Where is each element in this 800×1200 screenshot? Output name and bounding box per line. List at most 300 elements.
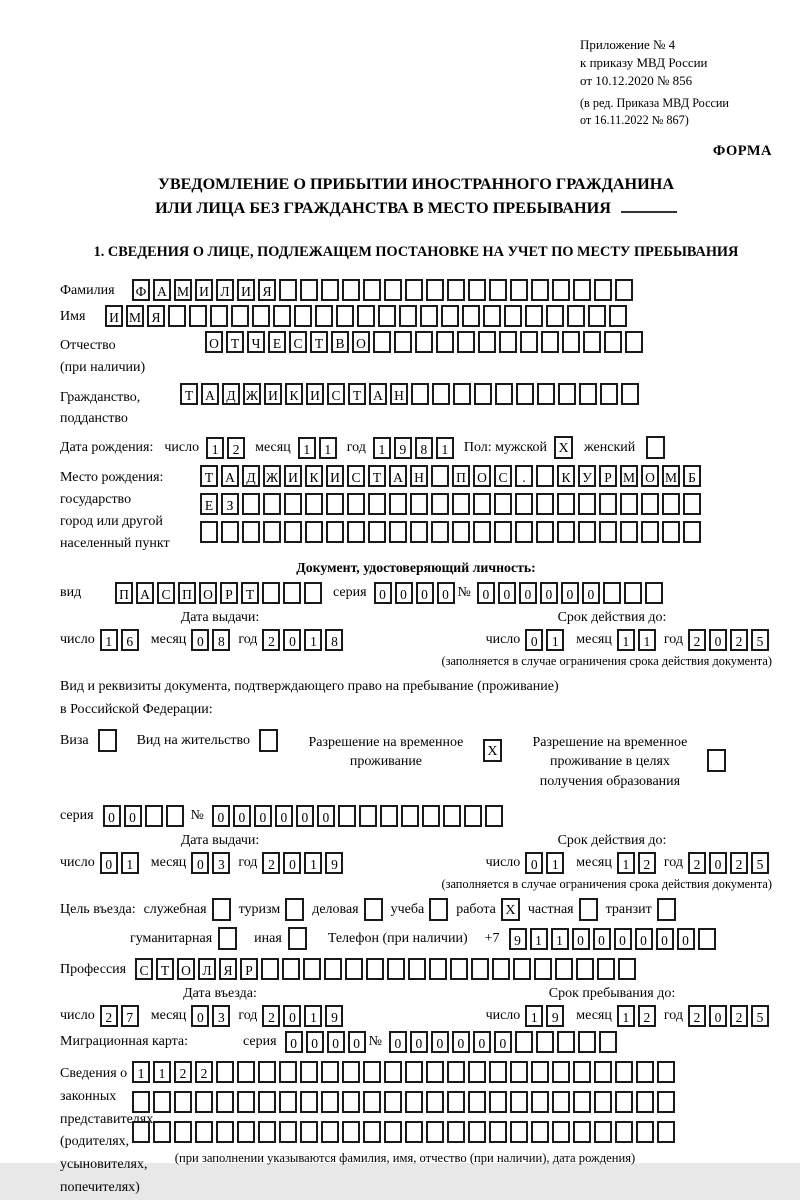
- char-cell[interactable]: 0: [283, 629, 301, 651]
- char-cell[interactable]: [347, 521, 365, 543]
- char-cell[interactable]: У: [578, 465, 596, 487]
- char-cell[interactable]: [510, 1091, 528, 1113]
- char-cell[interactable]: А: [221, 465, 239, 487]
- purpose-tourism-checkbox[interactable]: [285, 898, 304, 921]
- char-cell[interactable]: 1: [638, 629, 656, 651]
- char-cell[interactable]: [513, 958, 531, 980]
- char-cell[interactable]: [200, 521, 218, 543]
- char-cell[interactable]: [621, 383, 639, 405]
- char-cell[interactable]: [436, 331, 454, 353]
- char-cell[interactable]: 0: [306, 1031, 324, 1053]
- char-cell[interactable]: 0: [103, 805, 121, 827]
- char-cell[interactable]: [338, 805, 356, 827]
- char-cell[interactable]: 1: [373, 437, 391, 459]
- char-cell[interactable]: [363, 1091, 381, 1113]
- purpose-transit-checkbox[interactable]: [657, 898, 676, 921]
- char-cell[interactable]: Т: [226, 331, 244, 353]
- char-cell[interactable]: [410, 521, 428, 543]
- char-cell[interactable]: 3: [212, 1005, 230, 1027]
- char-cell[interactable]: 8: [212, 629, 230, 651]
- char-cell[interactable]: 0: [452, 1031, 470, 1053]
- char-cell[interactable]: [515, 493, 533, 515]
- char-cell[interactable]: [300, 1121, 318, 1143]
- char-cell[interactable]: 0: [498, 582, 516, 604]
- char-cell[interactable]: [384, 1061, 402, 1083]
- char-cell[interactable]: О: [205, 331, 223, 353]
- residence-permit-checkbox[interactable]: [259, 729, 278, 752]
- gender-male-checkbox[interactable]: X: [554, 436, 573, 459]
- char-cell[interactable]: [536, 493, 554, 515]
- char-cell[interactable]: П: [178, 582, 196, 604]
- char-cell[interactable]: [324, 958, 342, 980]
- char-cell[interactable]: [468, 1121, 486, 1143]
- char-cell[interactable]: 0: [254, 805, 272, 827]
- char-cell[interactable]: [384, 1091, 402, 1113]
- char-cell[interactable]: [368, 521, 386, 543]
- char-cell[interactable]: И: [306, 383, 324, 405]
- char-cell[interactable]: [431, 465, 449, 487]
- char-cell[interactable]: П: [115, 582, 133, 604]
- char-cell[interactable]: [531, 279, 549, 301]
- char-cell[interactable]: [603, 582, 621, 604]
- char-cell[interactable]: [237, 1061, 255, 1083]
- char-cell[interactable]: И: [237, 279, 255, 301]
- char-cell[interactable]: [300, 1061, 318, 1083]
- char-cell[interactable]: 5: [751, 629, 769, 651]
- char-cell[interactable]: [342, 279, 360, 301]
- char-cell[interactable]: 0: [473, 1031, 491, 1053]
- char-cell[interactable]: [558, 383, 576, 405]
- char-cell[interactable]: 0: [494, 1031, 512, 1053]
- char-cell[interactable]: Ч: [247, 331, 265, 353]
- char-cell[interactable]: 0: [233, 805, 251, 827]
- char-cell[interactable]: [615, 279, 633, 301]
- char-cell[interactable]: 1: [100, 629, 118, 651]
- char-cell[interactable]: Н: [390, 383, 408, 405]
- char-cell[interactable]: 0: [709, 629, 727, 651]
- char-cell[interactable]: [145, 805, 163, 827]
- char-cell[interactable]: [552, 279, 570, 301]
- char-cell[interactable]: 0: [635, 928, 653, 950]
- char-cell[interactable]: [536, 1031, 554, 1053]
- char-cell[interactable]: 1: [551, 928, 569, 950]
- char-cell[interactable]: [557, 493, 575, 515]
- char-cell[interactable]: Ж: [243, 383, 261, 405]
- char-cell[interactable]: [645, 582, 663, 604]
- char-cell[interactable]: [447, 1091, 465, 1113]
- char-cell[interactable]: 0: [410, 1031, 428, 1053]
- char-cell[interactable]: [471, 958, 489, 980]
- char-cell[interactable]: 0: [540, 582, 558, 604]
- char-cell[interactable]: Т: [310, 331, 328, 353]
- char-cell[interactable]: [189, 305, 207, 327]
- char-cell[interactable]: [279, 1061, 297, 1083]
- char-cell[interactable]: 0: [525, 852, 543, 874]
- char-cell[interactable]: [168, 305, 186, 327]
- char-cell[interactable]: [429, 958, 447, 980]
- char-cell[interactable]: [405, 279, 423, 301]
- char-cell[interactable]: [531, 1061, 549, 1083]
- char-cell[interactable]: [453, 383, 471, 405]
- char-cell[interactable]: [252, 305, 270, 327]
- char-cell[interactable]: [405, 1091, 423, 1113]
- char-cell[interactable]: [641, 493, 659, 515]
- char-cell[interactable]: [237, 1091, 255, 1113]
- char-cell[interactable]: [279, 1091, 297, 1113]
- char-cell[interactable]: Т: [348, 383, 366, 405]
- char-cell[interactable]: 0: [572, 928, 590, 950]
- char-cell[interactable]: [431, 493, 449, 515]
- char-cell[interactable]: [342, 1091, 360, 1113]
- char-cell[interactable]: [283, 582, 301, 604]
- char-cell[interactable]: [552, 1061, 570, 1083]
- char-cell[interactable]: [620, 493, 638, 515]
- char-cell[interactable]: [594, 1121, 612, 1143]
- char-cell[interactable]: [336, 305, 354, 327]
- char-cell[interactable]: [562, 331, 580, 353]
- char-cell[interactable]: [216, 1121, 234, 1143]
- char-cell[interactable]: 8: [325, 629, 343, 651]
- char-cell[interactable]: [636, 1091, 654, 1113]
- char-cell[interactable]: 8: [415, 437, 433, 459]
- char-cell[interactable]: [363, 1061, 381, 1083]
- char-cell[interactable]: [305, 521, 323, 543]
- char-cell[interactable]: В: [331, 331, 349, 353]
- char-cell[interactable]: [408, 958, 426, 980]
- char-cell[interactable]: [231, 305, 249, 327]
- char-cell[interactable]: [573, 1061, 591, 1083]
- char-cell[interactable]: [401, 805, 419, 827]
- char-cell[interactable]: [573, 1121, 591, 1143]
- char-cell[interactable]: 2: [688, 629, 706, 651]
- char-cell[interactable]: [494, 493, 512, 515]
- char-cell[interactable]: [447, 279, 465, 301]
- char-cell[interactable]: 0: [614, 928, 632, 950]
- char-cell[interactable]: 7: [121, 1005, 139, 1027]
- char-cell[interactable]: [594, 279, 612, 301]
- char-cell[interactable]: [342, 1121, 360, 1143]
- char-cell[interactable]: [342, 1061, 360, 1083]
- char-cell[interactable]: [594, 1061, 612, 1083]
- char-cell[interactable]: 9: [509, 928, 527, 950]
- char-cell[interactable]: 1: [530, 928, 548, 950]
- char-cell[interactable]: [373, 331, 391, 353]
- char-cell[interactable]: [441, 305, 459, 327]
- char-cell[interactable]: [279, 279, 297, 301]
- char-cell[interactable]: Л: [216, 279, 234, 301]
- char-cell[interactable]: С: [327, 383, 345, 405]
- char-cell[interactable]: [536, 465, 554, 487]
- char-cell[interactable]: [468, 1091, 486, 1113]
- char-cell[interactable]: [657, 1091, 675, 1113]
- char-cell[interactable]: [604, 331, 622, 353]
- char-cell[interactable]: [510, 1061, 528, 1083]
- char-cell[interactable]: [599, 521, 617, 543]
- char-cell[interactable]: [132, 1121, 150, 1143]
- char-cell[interactable]: Т: [200, 465, 218, 487]
- char-cell[interactable]: А: [369, 383, 387, 405]
- char-cell[interactable]: 9: [546, 1005, 564, 1027]
- char-cell[interactable]: О: [177, 958, 195, 980]
- char-cell[interactable]: 2: [730, 629, 748, 651]
- char-cell[interactable]: [615, 1091, 633, 1113]
- char-cell[interactable]: 0: [191, 629, 209, 651]
- char-cell[interactable]: [195, 1091, 213, 1113]
- char-cell[interactable]: О: [352, 331, 370, 353]
- char-cell[interactable]: 2: [195, 1061, 213, 1083]
- char-cell[interactable]: 1: [298, 437, 316, 459]
- char-cell[interactable]: 3: [212, 852, 230, 874]
- char-cell[interactable]: [534, 958, 552, 980]
- char-cell[interactable]: [426, 279, 444, 301]
- char-cell[interactable]: [300, 279, 318, 301]
- char-cell[interactable]: [447, 1061, 465, 1083]
- char-cell[interactable]: [597, 958, 615, 980]
- char-cell[interactable]: 0: [582, 582, 600, 604]
- char-cell[interactable]: С: [289, 331, 307, 353]
- char-cell[interactable]: [321, 1061, 339, 1083]
- char-cell[interactable]: [405, 1061, 423, 1083]
- char-cell[interactable]: [263, 493, 281, 515]
- char-cell[interactable]: Т: [241, 582, 259, 604]
- char-cell[interactable]: А: [389, 465, 407, 487]
- char-cell[interactable]: [588, 305, 606, 327]
- char-cell[interactable]: 2: [227, 437, 245, 459]
- char-cell[interactable]: Р: [220, 582, 238, 604]
- char-cell[interactable]: [615, 1061, 633, 1083]
- char-cell[interactable]: 0: [593, 928, 611, 950]
- char-cell[interactable]: [485, 805, 503, 827]
- char-cell[interactable]: [432, 383, 450, 405]
- char-cell[interactable]: А: [153, 279, 171, 301]
- char-cell[interactable]: [284, 521, 302, 543]
- char-cell[interactable]: [399, 305, 417, 327]
- char-cell[interactable]: [609, 305, 627, 327]
- char-cell[interactable]: [263, 521, 281, 543]
- char-cell[interactable]: [636, 1121, 654, 1143]
- char-cell[interactable]: [174, 1121, 192, 1143]
- char-cell[interactable]: [567, 305, 585, 327]
- char-cell[interactable]: [166, 805, 184, 827]
- char-cell[interactable]: Е: [200, 493, 218, 515]
- char-cell[interactable]: [578, 493, 596, 515]
- char-cell[interactable]: [531, 1121, 549, 1143]
- char-cell[interactable]: [305, 493, 323, 515]
- char-cell[interactable]: [326, 521, 344, 543]
- char-cell[interactable]: [258, 1091, 276, 1113]
- char-cell[interactable]: [237, 1121, 255, 1143]
- char-cell[interactable]: [510, 1121, 528, 1143]
- char-cell[interactable]: Ж: [263, 465, 281, 487]
- char-cell[interactable]: 1: [121, 852, 139, 874]
- char-cell[interactable]: 0: [389, 1031, 407, 1053]
- char-cell[interactable]: 1: [617, 1005, 635, 1027]
- char-cell[interactable]: 0: [374, 582, 392, 604]
- char-cell[interactable]: 1: [304, 1005, 322, 1027]
- char-cell[interactable]: 1: [617, 852, 635, 874]
- char-cell[interactable]: [303, 958, 321, 980]
- char-cell[interactable]: [618, 958, 636, 980]
- char-cell[interactable]: [258, 1061, 276, 1083]
- char-cell[interactable]: И: [264, 383, 282, 405]
- char-cell[interactable]: [321, 1121, 339, 1143]
- char-cell[interactable]: 1: [546, 629, 564, 651]
- char-cell[interactable]: С: [157, 582, 175, 604]
- char-cell[interactable]: [552, 1121, 570, 1143]
- char-cell[interactable]: [294, 305, 312, 327]
- char-cell[interactable]: [495, 383, 513, 405]
- char-cell[interactable]: [579, 383, 597, 405]
- char-cell[interactable]: К: [285, 383, 303, 405]
- char-cell[interactable]: 0: [285, 1031, 303, 1053]
- char-cell[interactable]: И: [105, 305, 123, 327]
- char-cell[interactable]: 0: [100, 852, 118, 874]
- char-cell[interactable]: [578, 1031, 596, 1053]
- char-cell[interactable]: Т: [368, 465, 386, 487]
- char-cell[interactable]: С: [494, 465, 512, 487]
- char-cell[interactable]: 0: [709, 852, 727, 874]
- char-cell[interactable]: Л: [198, 958, 216, 980]
- char-cell[interactable]: 0: [283, 1005, 301, 1027]
- char-cell[interactable]: [473, 521, 491, 543]
- char-cell[interactable]: [321, 1091, 339, 1113]
- char-cell[interactable]: [624, 582, 642, 604]
- char-cell[interactable]: [359, 805, 377, 827]
- char-cell[interactable]: [525, 305, 543, 327]
- char-cell[interactable]: [378, 305, 396, 327]
- purpose-work-checkbox[interactable]: X: [501, 898, 520, 921]
- char-cell[interactable]: 9: [325, 1005, 343, 1027]
- char-cell[interactable]: [494, 521, 512, 543]
- purpose-business-checkbox[interactable]: [212, 898, 231, 921]
- char-cell[interactable]: 0: [275, 805, 293, 827]
- char-cell[interactable]: 1: [153, 1061, 171, 1083]
- char-cell[interactable]: [242, 521, 260, 543]
- char-cell[interactable]: [657, 1121, 675, 1143]
- char-cell[interactable]: Я: [147, 305, 165, 327]
- char-cell[interactable]: 2: [262, 629, 280, 651]
- char-cell[interactable]: [573, 279, 591, 301]
- char-cell[interactable]: [492, 958, 510, 980]
- char-cell[interactable]: [620, 521, 638, 543]
- char-cell[interactable]: 0: [477, 582, 495, 604]
- char-cell[interactable]: 0: [677, 928, 695, 950]
- purpose-study-checkbox[interactable]: [429, 898, 448, 921]
- char-cell[interactable]: М: [126, 305, 144, 327]
- char-cell[interactable]: Д: [222, 383, 240, 405]
- char-cell[interactable]: [262, 582, 280, 604]
- char-cell[interactable]: [583, 331, 601, 353]
- char-cell[interactable]: Т: [156, 958, 174, 980]
- char-cell[interactable]: [452, 521, 470, 543]
- char-cell[interactable]: [261, 958, 279, 980]
- char-cell[interactable]: К: [305, 465, 323, 487]
- char-cell[interactable]: [216, 1061, 234, 1083]
- char-cell[interactable]: [174, 1091, 192, 1113]
- char-cell[interactable]: 0: [519, 582, 537, 604]
- char-cell[interactable]: [443, 805, 461, 827]
- char-cell[interactable]: [410, 493, 428, 515]
- char-cell[interactable]: [557, 1031, 575, 1053]
- char-cell[interactable]: 1: [319, 437, 337, 459]
- char-cell[interactable]: 0: [212, 805, 230, 827]
- char-cell[interactable]: 0: [561, 582, 579, 604]
- char-cell[interactable]: [216, 1091, 234, 1113]
- char-cell[interactable]: 2: [262, 852, 280, 874]
- char-cell[interactable]: [258, 1121, 276, 1143]
- char-cell[interactable]: [415, 331, 433, 353]
- char-cell[interactable]: [426, 1061, 444, 1083]
- char-cell[interactable]: М: [620, 465, 638, 487]
- char-cell[interactable]: [489, 1091, 507, 1113]
- char-cell[interactable]: [552, 1091, 570, 1113]
- char-cell[interactable]: С: [347, 465, 365, 487]
- char-cell[interactable]: М: [174, 279, 192, 301]
- char-cell[interactable]: 0: [317, 805, 335, 827]
- char-cell[interactable]: 2: [688, 1005, 706, 1027]
- char-cell[interactable]: [499, 331, 517, 353]
- char-cell[interactable]: Р: [240, 958, 258, 980]
- temp-residence-edu-checkbox[interactable]: [707, 749, 726, 772]
- char-cell[interactable]: 0: [437, 582, 455, 604]
- char-cell[interactable]: [326, 493, 344, 515]
- char-cell[interactable]: 0: [191, 1005, 209, 1027]
- char-cell[interactable]: Я: [258, 279, 276, 301]
- char-cell[interactable]: [504, 305, 522, 327]
- char-cell[interactable]: 2: [638, 1005, 656, 1027]
- char-cell[interactable]: 2: [688, 852, 706, 874]
- char-cell[interactable]: 1: [617, 629, 635, 651]
- char-cell[interactable]: [662, 493, 680, 515]
- char-cell[interactable]: [515, 521, 533, 543]
- char-cell[interactable]: [195, 1121, 213, 1143]
- char-cell[interactable]: [457, 331, 475, 353]
- char-cell[interactable]: [489, 1061, 507, 1083]
- char-cell[interactable]: .: [515, 465, 533, 487]
- char-cell[interactable]: [510, 279, 528, 301]
- char-cell[interactable]: 0: [709, 1005, 727, 1027]
- char-cell[interactable]: 0: [296, 805, 314, 827]
- char-cell[interactable]: [132, 1091, 150, 1113]
- temp-residence-checkbox[interactable]: X: [483, 739, 502, 762]
- char-cell[interactable]: Н: [410, 465, 428, 487]
- char-cell[interactable]: [468, 279, 486, 301]
- char-cell[interactable]: 2: [730, 1005, 748, 1027]
- char-cell[interactable]: А: [201, 383, 219, 405]
- char-cell[interactable]: [464, 805, 482, 827]
- char-cell[interactable]: [363, 279, 381, 301]
- char-cell[interactable]: [357, 305, 375, 327]
- char-cell[interactable]: [473, 493, 491, 515]
- char-cell[interactable]: О: [473, 465, 491, 487]
- char-cell[interactable]: [389, 493, 407, 515]
- char-cell[interactable]: 0: [348, 1031, 366, 1053]
- char-cell[interactable]: О: [641, 465, 659, 487]
- visa-checkbox[interactable]: [98, 729, 117, 752]
- char-cell[interactable]: [210, 305, 228, 327]
- char-cell[interactable]: [279, 1121, 297, 1143]
- char-cell[interactable]: [363, 1121, 381, 1143]
- char-cell[interactable]: 6: [121, 629, 139, 651]
- char-cell[interactable]: Б: [683, 465, 701, 487]
- purpose-humanitarian-checkbox[interactable]: [218, 927, 237, 950]
- char-cell[interactable]: [520, 331, 538, 353]
- char-cell[interactable]: [489, 1121, 507, 1143]
- gender-female-checkbox[interactable]: [646, 436, 665, 459]
- char-cell[interactable]: 5: [751, 852, 769, 874]
- char-cell[interactable]: [282, 958, 300, 980]
- char-cell[interactable]: [426, 1091, 444, 1113]
